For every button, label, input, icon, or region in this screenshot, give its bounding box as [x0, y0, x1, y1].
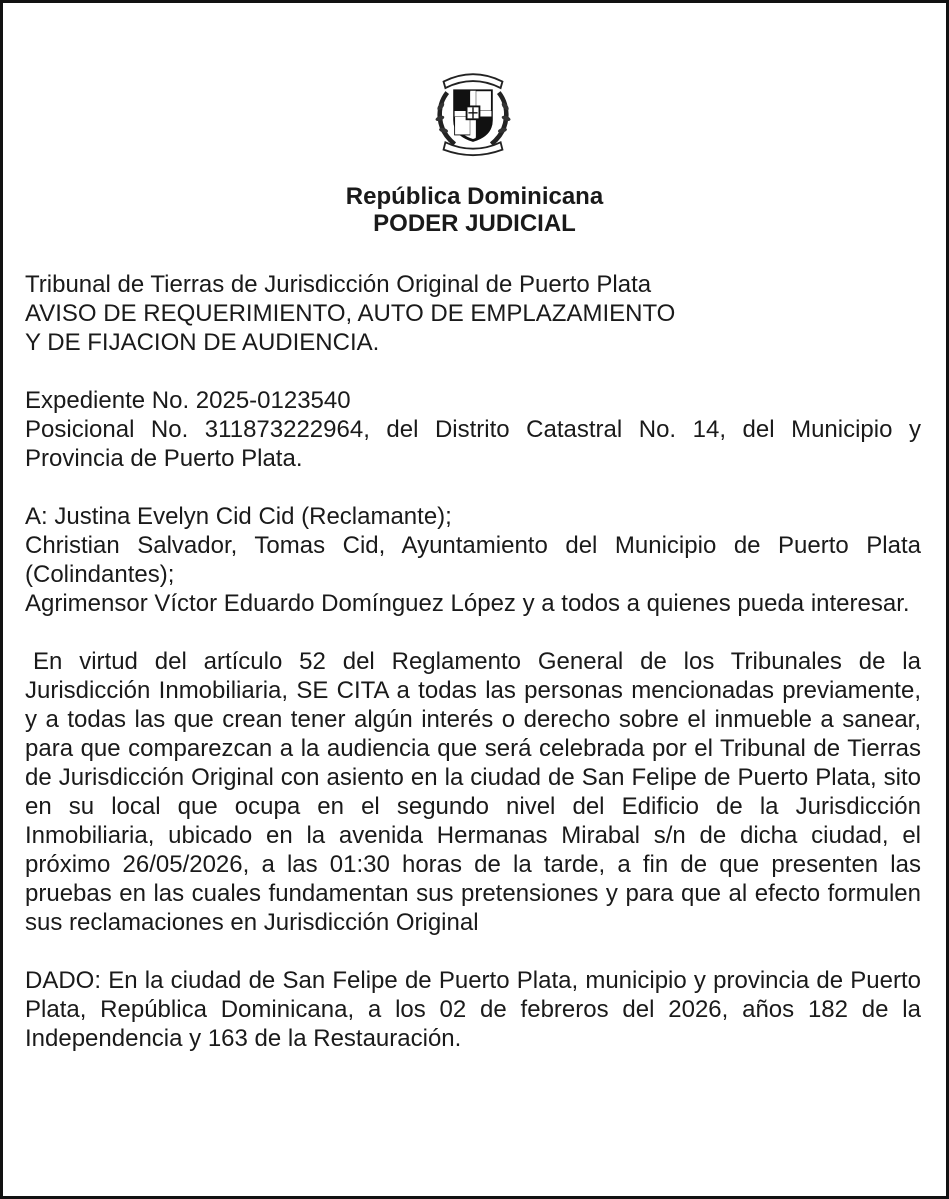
- citation-paragraph: En virtud del artículo 52 del Reglamento General de los Tribunales de la Jurisdicción Inmobiliaria, SE CITA a todas las personas mencionadas previamente, y a todas las que crean tener algún interés o derecho sobre el inmueble a sanear, para que comparezcan a la audiencia que será celebrada por el Tribunal de Tierras de Jurisdicción Original con asiento en la ciudad de San Felipe de Puerto Plata, sito en su local que ocupa en el segundo nivel del Edificio de la Jurisdicción Inmobiliaria, ubicado en la avenida Hermanas Mirabal s/n de dicha ciudad, el próximo 26/05/2026, a las 01:30 horas de la tarde, a fin de que presenten las pruebas en las cuales fundamentan sus pretensiones y para que al efecto formulen sus reclamaciones en Jurisdicción Original: [25, 648, 921, 936]
- posicional-number: Posicional No. 311873222964, del Distrito Catastral No. 14, del Municipio y Provincia de Puerto Plata.: [25, 416, 921, 472]
- country-name: República Dominicana: [345, 183, 604, 210]
- coat-of-arms-icon: [427, 65, 519, 157]
- document-header: [3, 183, 946, 237]
- notice-title-line-1: AVISO DE REQUERIMIENTO, AUTO DE EMPLAZAMIENTO: [25, 300, 676, 327]
- surveyor-party: Agrimensor Víctor Eduardo Domínguez López y a todos a quienes pueda interesar.: [25, 590, 910, 617]
- notice-body: [25, 270, 921, 1053]
- dado-paragraph: DADO: En la ciudad de San Felipe de Puerto Plata, municipio y provincia de Puerto Plata, República Dominicana, a los 02 de febreros del 2026, años 182 de la Independencia y 163 de la Restauración.: [25, 967, 921, 1052]
- court-name: Tribunal de Tierras de Jurisdicción Original de Puerto Plata: [25, 271, 652, 298]
- expediente-number: Expediente No. 2025-0123540: [25, 387, 351, 414]
- neighbor-parties: Christian Salvador, Tomas Cid, Ayuntamiento del Municipio de Puerto Plata (Colindantes);: [25, 532, 921, 588]
- judicial-branch: PODER JUDICIAL: [373, 210, 576, 237]
- claimant-party: A: Justina Evelyn Cid Cid (Reclamante);: [25, 503, 452, 530]
- notice-title-line-2: Y DE FIJACION DE AUDIENCIA.: [25, 329, 380, 356]
